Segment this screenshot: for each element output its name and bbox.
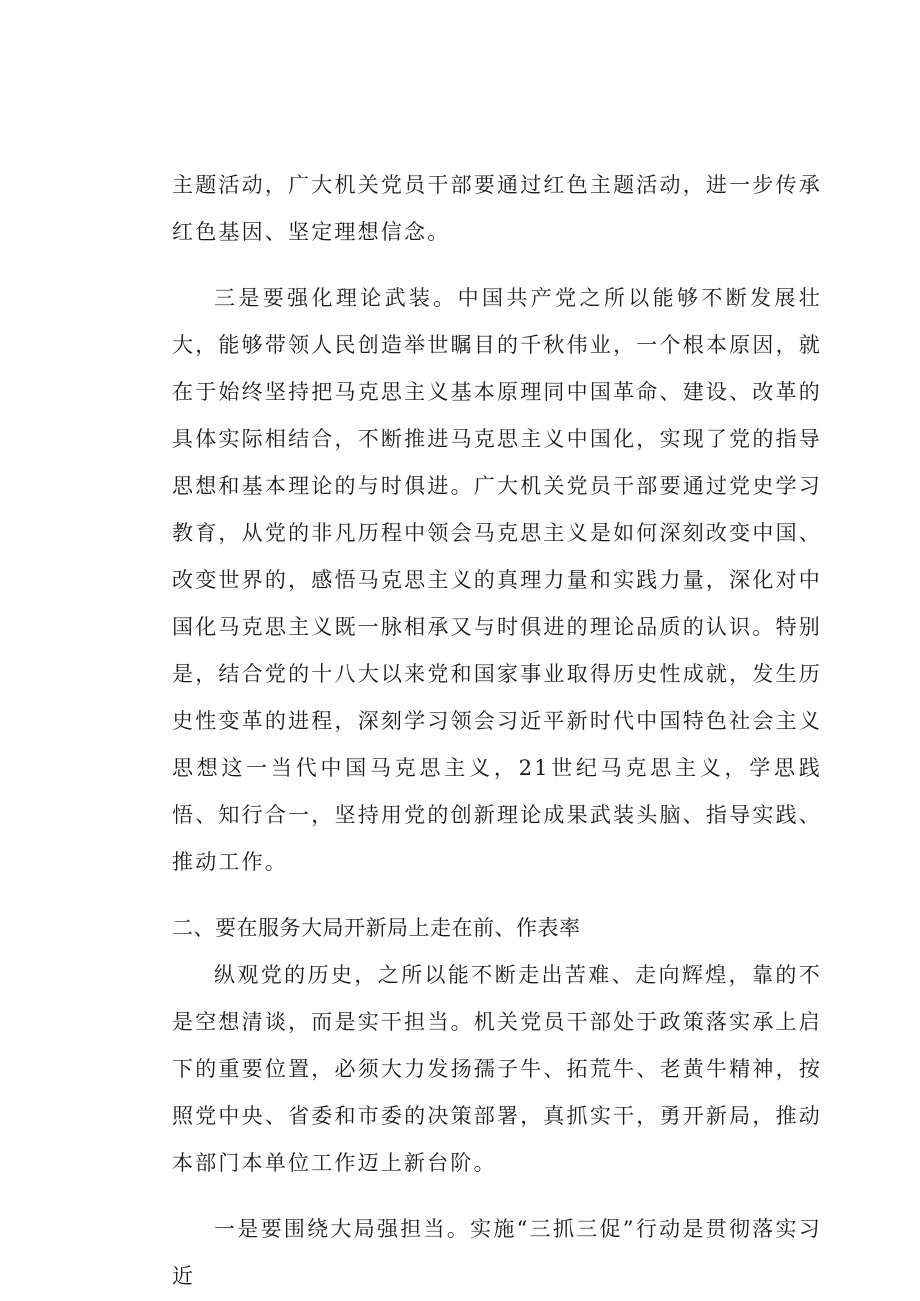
section-heading: 二、要在服务大局开新局上走在前、作表率: [172, 916, 581, 940]
paragraph-continuation: 主题活动，广大机关党员干部要通过红色主题活动，进一步传承红色基因、坚定理想信念。: [172, 173, 822, 244]
paragraph-party-history: 纵观党的历史，之所以能不断走出苦难、走向辉煌，靠的不是空想清谈，而是实干担当。机关党员干部处于政策落实承上启下的重要位置，必须大力发扬孺子牛、拓荒牛、老黄牛精神，按照党中央、省委和市委的决策部署，真抓实干，勇开新局，推动本部门本单位工作迈上新台阶。: [172, 963, 822, 1175]
paragraph-overall-situation: 一是要围绕大局强担当。实施“三抓三促”行动是贯彻落实习近: [172, 1217, 822, 1288]
document-body: [172, 162, 822, 1300]
paragraph-theory-armament: 三是要强化理论武装。中国共产党之所以能够不断发展壮大，能够带领人民创造举世瞩目的千秋伟业，一个根本原因，就在于始终坚持把马克思主义基本原理同中国革命、建设、改革的具体实际相结合，不断推进马克思主义中国化，实现了党的指导思想和基本理论的与时俱进。广大机关党员干部要通过党史学习教育，从党的非凡历程中领会马克思主义是如何深刻改变中国、改变世界的，感悟马克思主义的真理力量和实践力量，深化对中国化马克思主义既一脉相承又与时俱进的理论品质的认识。特别是，结合党的十八大以来党和国家事业取得历史性成就，发生历史性变革的进程，深刻学习领会习近平新时代中国特色社会主义思想这一当代中国马克思主义，21世纪马克思主义，学思践悟、知行合一，坚持用党的创新理论成果武装头脑、指导实践、推动工作。: [172, 286, 822, 874]
